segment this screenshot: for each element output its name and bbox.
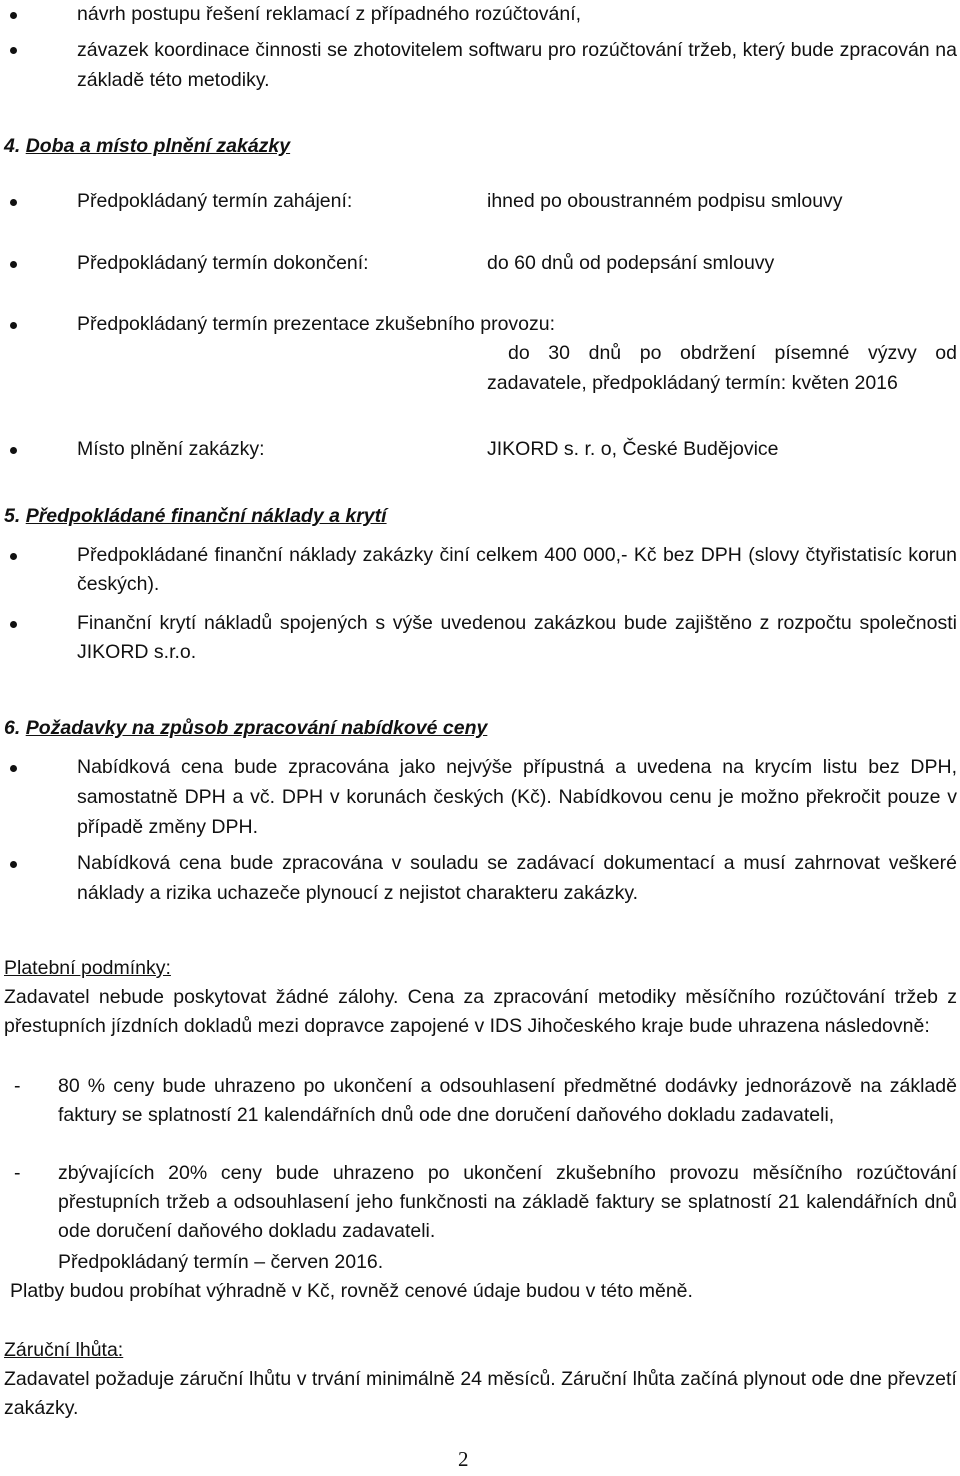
- end-term-value: do 60 dnů od podepsání smlouvy: [487, 252, 775, 274]
- bullet-marker: [10, 765, 17, 772]
- payment-item-2: zbývajících 20% ceny bude uhrazeno po ukončení zkušebního provozu měsíčního rozúčtování přestupních tržeb a odsouhlasení jeho funkčnosti na základě faktury se splatností 21 kalendářních dnů ode doručení daňového dokladu zadavateli.: [58, 1162, 957, 1242]
- dash-marker: -: [14, 1075, 21, 1097]
- presentation-value: do 30 dnů po obdržení písemné výzvy od zadavatele, předpokládaný termín: květen 2016: [487, 342, 957, 394]
- section-4-heading: [4, 132, 290, 161]
- warranty-text: Zadavatel požaduje záruční lhůtu v trvání minimálně 24 měsíců. Záruční lhůta začíná plynout ode dne převzetí zakázky.: [4, 1368, 957, 1419]
- expected-term: Předpokládaný termín – červen 2016.: [58, 1251, 384, 1273]
- dash-marker: -: [14, 1162, 21, 1184]
- bullet-marker: [10, 553, 17, 560]
- intro-bullet-2: závazek koordinace činnosti se zhotovitelem softwaru pro rozúčtování tržeb, který bude zpracován na základě této metodiky.: [77, 39, 957, 91]
- warranty-heading: Záruční lhůta:: [4, 1339, 124, 1361]
- payment-intro: Zadavatel nebude poskytovat žádné zálohy. Cena za zpracování metodiky měsíčního rozúčtování tržeb z přestupních jízdních dokladů mezi dopravce zapojené v IDS Jihočeského kraje bude uhrazena následovně:: [4, 986, 957, 1037]
- section-4-title: Doba a místo plnění zakázky: [25, 135, 291, 157]
- start-term-value: ihned po oboustranném podpisu smlouvy: [487, 190, 843, 212]
- bullet-marker: [10, 861, 17, 868]
- bullet-marker: [10, 621, 17, 628]
- bullet-marker: [10, 447, 17, 454]
- section-5-number: 5.: [4, 505, 21, 527]
- section-5-heading: [4, 502, 387, 531]
- bullet-marker: [10, 12, 17, 19]
- place-value: JIKORD s. r. o, České Budějovice: [487, 438, 779, 460]
- end-term-label: Předpokládaný termín dokončení:: [77, 252, 369, 274]
- cost-bullet-1: Předpokládané finanční náklady zakázky činí celkem 400 000,- Kč bez DPH (slovy čtyřistatisíc korun českých).: [77, 544, 957, 595]
- intro-bullet-1: návrh postupu řešení reklamací z případného rozúčtování,: [77, 3, 582, 25]
- section-4-number: 4.: [4, 135, 21, 157]
- section-5-title: Předpokládané finanční náklady a krytí: [25, 505, 387, 527]
- section-6-heading: [4, 714, 487, 743]
- page-number: 2: [458, 1447, 469, 1471]
- section-6-number: 6.: [4, 717, 21, 739]
- presentation-label: Předpokládaný termín prezentace zkušebního provozu:: [77, 313, 556, 335]
- bullet-marker: [10, 199, 17, 206]
- payment-item-1: 80 % ceny bude uhrazeno po ukončení a odsouhlasení předmětné dodávky jednorázově na základě faktury se splatností 21 kalendářních dnů ode dne doručení daňového dokladu zadavateli,: [58, 1075, 957, 1126]
- place-label: Místo plnění zakázky:: [77, 438, 265, 460]
- bullet-marker: [10, 261, 17, 268]
- start-term-label: Předpokládaný termín zahájení:: [77, 190, 353, 212]
- price-bullet-1: Nabídková cena bude zpracována jako nejvýše přípustná a uvedena na krycím listu bez DPH, samostatně DPH a vč. DPH v korunách českých (Kč). Nabídkovou cenu je možno překročit pouze v případě změny DPH.: [77, 756, 957, 838]
- currency-note: Platby budou probíhat výhradně v Kč, rovněž cenové údaje budou v této měně.: [10, 1280, 693, 1302]
- bullet-marker: [10, 322, 17, 329]
- section-6-title: Požadavky na způsob zpracování nabídkové ceny: [25, 717, 488, 739]
- payment-heading: Platební podmínky:: [4, 957, 171, 979]
- bullet-marker: [10, 47, 17, 54]
- cost-bullet-2: Finanční krytí nákladů spojených s výše uvedenou zakázkou bude zajištěno z rozpočtu společnosti JIKORD s.r.o.: [77, 612, 957, 663]
- price-bullet-2: Nabídková cena bude zpracována v souladu se zadávací dokumentací a musí zahrnovat veškeré náklady a rizika uchazeče plynoucí z nejistot charakteru zakázky.: [77, 852, 957, 904]
